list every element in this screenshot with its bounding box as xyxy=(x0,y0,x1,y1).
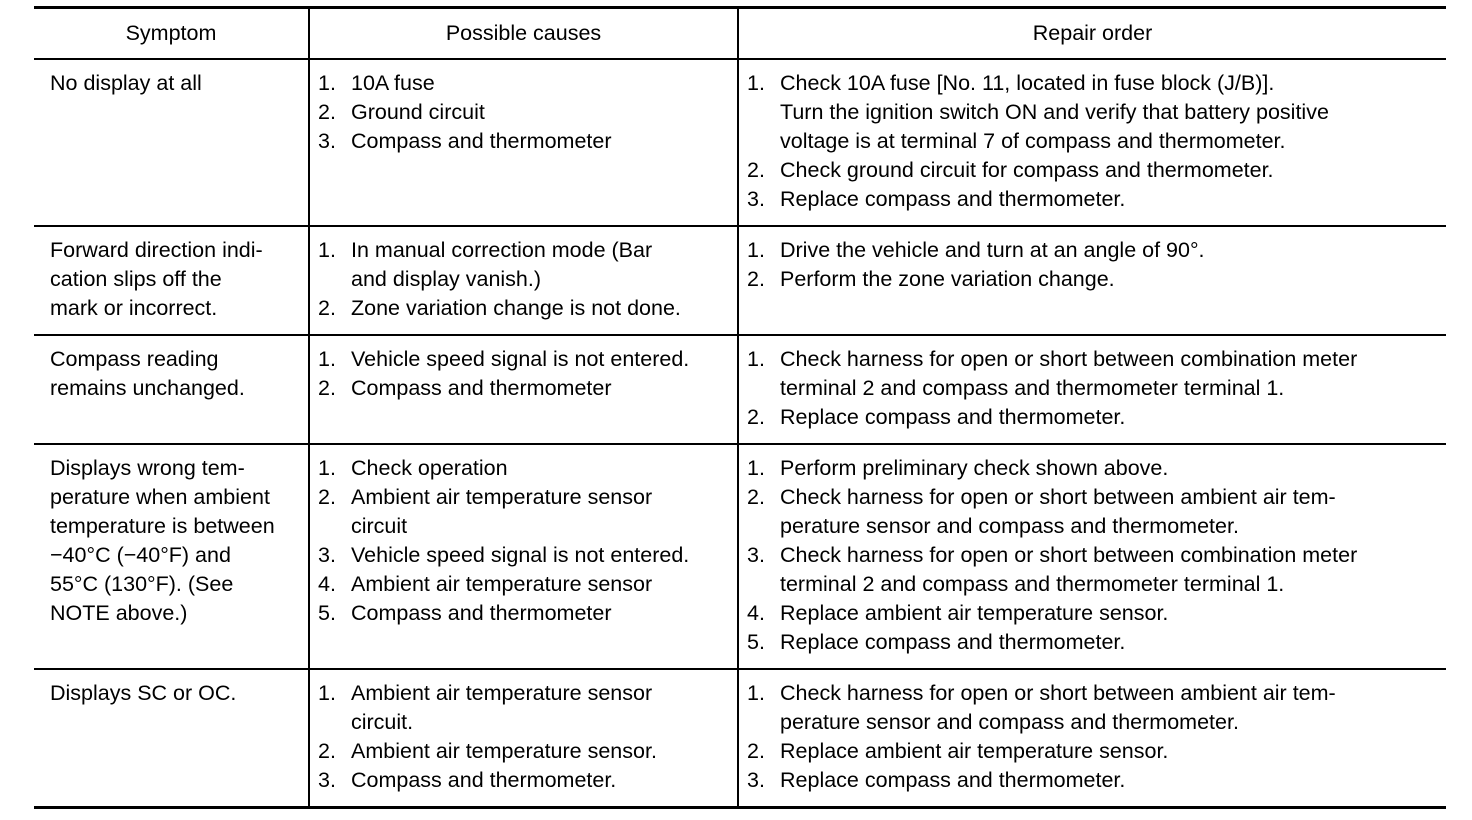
symptom-text: remains unchanged. xyxy=(50,376,245,400)
repair-list xyxy=(747,69,1438,214)
cause-number: 1. xyxy=(318,238,336,262)
symptom-text: perature when ambient xyxy=(50,485,270,509)
table-body xyxy=(34,59,1446,808)
table-row xyxy=(34,444,1446,669)
cause-item xyxy=(318,541,729,570)
repair-text: Drive the vehicle and turn at an angle of 90°. xyxy=(780,238,1205,262)
symptom-text: 55°C (130°F). (See xyxy=(50,572,234,596)
repair-list xyxy=(747,454,1438,657)
cause-text: and display vanish.) xyxy=(351,267,542,291)
cause-text: Ground circuit xyxy=(351,100,485,124)
table-row xyxy=(34,59,1446,226)
possible-causes-cell xyxy=(309,669,738,808)
table-row xyxy=(34,226,1446,335)
cause-item xyxy=(318,737,729,766)
symptom-cell xyxy=(34,59,309,226)
repair-number: 2. xyxy=(747,405,765,429)
cause-item xyxy=(318,236,729,294)
cause-number: 1. xyxy=(318,456,336,480)
symptom-text: −40°C (−40°F) and xyxy=(50,543,231,567)
cause-item xyxy=(318,766,729,795)
symptom-text: Displays wrong tem- xyxy=(50,456,245,480)
repair-number: 1. xyxy=(747,347,765,371)
causes-list xyxy=(318,679,729,795)
repair-text: Check 10A fuse [No. 11, located in fuse block (J/B)]. xyxy=(780,71,1275,95)
possible-causes-cell xyxy=(309,335,738,444)
symptom-text: mark or incorrect. xyxy=(50,296,218,320)
repair-number: 1. xyxy=(747,71,765,95)
cause-number: 2. xyxy=(318,100,336,124)
repair-text: Check ground circuit for compass and thermometer. xyxy=(780,158,1274,182)
cause-item xyxy=(318,294,729,323)
repair-number: 4. xyxy=(747,601,765,625)
repair-number: 3. xyxy=(747,543,765,567)
symptom-text: Forward direction indi- xyxy=(50,238,263,262)
symptom-text: Compass reading xyxy=(50,347,219,371)
header-repair-order: Repair order xyxy=(738,8,1446,60)
cause-text: Zone variation change is not done. xyxy=(351,296,681,320)
repair-text: Perform the zone variation change. xyxy=(780,267,1115,291)
repair-text: terminal 2 and compass and thermometer terminal 1. xyxy=(780,572,1285,596)
header-possible-causes: Possible causes xyxy=(309,8,738,60)
repair-number: 2. xyxy=(747,739,765,763)
repair-list xyxy=(747,345,1438,432)
cause-item xyxy=(318,570,729,599)
symptom-text: cation slips off the xyxy=(50,267,222,291)
repair-text: perature sensor and compass and thermometer. xyxy=(780,710,1239,734)
repair-item xyxy=(747,599,1438,628)
cause-number: 3. xyxy=(318,129,336,153)
repair-item xyxy=(747,185,1438,214)
cause-text: 10A fuse xyxy=(351,71,435,95)
possible-causes-cell xyxy=(309,59,738,226)
repair-item xyxy=(747,265,1438,294)
cause-number: 5. xyxy=(318,601,336,625)
diagnosis-table xyxy=(34,6,1446,809)
cause-number: 3. xyxy=(318,768,336,792)
repair-text: Replace compass and thermometer. xyxy=(780,187,1126,211)
cause-text: Compass and thermometer xyxy=(351,376,612,400)
repair-order-cell xyxy=(738,335,1446,444)
cause-item xyxy=(318,679,729,737)
cause-text: Vehicle speed signal is not entered. xyxy=(351,347,690,371)
repair-item xyxy=(747,403,1438,432)
cause-text: circuit xyxy=(351,514,408,538)
cause-number: 3. xyxy=(318,543,336,567)
repair-order-cell xyxy=(738,226,1446,335)
repair-item xyxy=(747,483,1438,541)
cause-number: 2. xyxy=(318,376,336,400)
cause-item xyxy=(318,127,729,156)
header-row xyxy=(34,8,1446,60)
cause-number: 2. xyxy=(318,739,336,763)
cause-number: 2. xyxy=(318,296,336,320)
cause-text: Check operation xyxy=(351,456,508,480)
repair-text: Replace ambient air temperature sensor. xyxy=(780,601,1169,625)
repair-number: 3. xyxy=(747,768,765,792)
repair-item xyxy=(747,628,1438,657)
repair-order-cell xyxy=(738,59,1446,226)
repair-text: terminal 2 and compass and thermometer terminal 1. xyxy=(780,376,1285,400)
cause-text: circuit. xyxy=(351,710,414,734)
repair-text: perature sensor and compass and thermometer. xyxy=(780,514,1239,538)
cause-text: Ambient air temperature sensor xyxy=(351,572,653,596)
symptom-text: Displays SC or OC. xyxy=(50,681,237,705)
cause-item xyxy=(318,454,729,483)
repair-text: Check harness for open or short between combination meter xyxy=(780,543,1358,567)
cause-number: 1. xyxy=(318,347,336,371)
repair-text: Replace compass and thermometer. xyxy=(780,768,1126,792)
repair-number: 2. xyxy=(747,485,765,509)
repair-number: 5. xyxy=(747,630,765,654)
cause-item xyxy=(318,599,729,628)
repair-text: voltage is at terminal 7 of compass and thermometer. xyxy=(780,129,1286,153)
symptom-cell xyxy=(34,444,309,669)
repair-number: 1. xyxy=(747,238,765,262)
repair-number: 1. xyxy=(747,681,765,705)
cause-text: Ambient air temperature sensor xyxy=(351,681,653,705)
repair-item xyxy=(747,69,1438,156)
cause-text: Ambient air temperature sensor. xyxy=(351,739,657,763)
repair-list xyxy=(747,236,1438,294)
repair-item xyxy=(747,156,1438,185)
repair-order-cell xyxy=(738,669,1446,808)
cause-number: 1. xyxy=(318,71,336,95)
cause-number: 1. xyxy=(318,681,336,705)
repair-text: Check harness for open or short between ambient air tem- xyxy=(780,485,1336,509)
repair-number: 2. xyxy=(747,267,765,291)
possible-causes-cell xyxy=(309,444,738,669)
repair-item xyxy=(747,541,1438,599)
cause-item xyxy=(318,483,729,541)
repair-text: Check harness for open or short between combination meter xyxy=(780,347,1358,371)
header-symptom: Symptom xyxy=(34,8,309,60)
cause-item xyxy=(318,98,729,127)
repair-text: Turn the ignition switch ON and verify that battery positive xyxy=(780,100,1329,124)
repair-item xyxy=(747,454,1438,483)
cause-item xyxy=(318,345,729,374)
repair-number: 2. xyxy=(747,158,765,182)
cause-item xyxy=(318,69,729,98)
cause-text: Compass and thermometer xyxy=(351,601,612,625)
repair-text: Check harness for open or short between ambient air tem- xyxy=(780,681,1336,705)
repair-number: 1. xyxy=(747,456,765,480)
cause-text: Compass and thermometer xyxy=(351,129,612,153)
symptom-text: NOTE above.) xyxy=(50,601,188,625)
repair-order-cell xyxy=(738,444,1446,669)
symptom-cell xyxy=(34,669,309,808)
repair-number: 3. xyxy=(747,187,765,211)
repair-text: Replace ambient air temperature sensor. xyxy=(780,739,1169,763)
repair-item xyxy=(747,766,1438,795)
table-row xyxy=(34,335,1446,444)
cause-number: 2. xyxy=(318,485,336,509)
causes-list xyxy=(318,69,729,156)
causes-list xyxy=(318,454,729,628)
cause-text: Ambient air temperature sensor xyxy=(351,485,653,509)
symptom-cell xyxy=(34,335,309,444)
repair-list xyxy=(747,679,1438,795)
cause-item xyxy=(318,374,729,403)
causes-list xyxy=(318,345,729,403)
cause-text: In manual correction mode (Bar xyxy=(351,238,653,262)
causes-list xyxy=(318,236,729,323)
repair-text: Perform preliminary check shown above. xyxy=(780,456,1169,480)
symptom-cell xyxy=(34,226,309,335)
possible-causes-cell xyxy=(309,226,738,335)
symptom-text: temperature is between xyxy=(50,514,275,538)
repair-item xyxy=(747,737,1438,766)
cause-text: Vehicle speed signal is not entered. xyxy=(351,543,690,567)
symptom-text: No display at all xyxy=(50,71,202,95)
table-row xyxy=(34,669,1446,808)
repair-text: Replace compass and thermometer. xyxy=(780,630,1126,654)
repair-item xyxy=(747,236,1438,265)
repair-text: Replace compass and thermometer. xyxy=(780,405,1126,429)
repair-item xyxy=(747,345,1438,403)
cause-text: Compass and thermometer. xyxy=(351,768,617,792)
cause-number: 4. xyxy=(318,572,336,596)
repair-item xyxy=(747,679,1438,737)
